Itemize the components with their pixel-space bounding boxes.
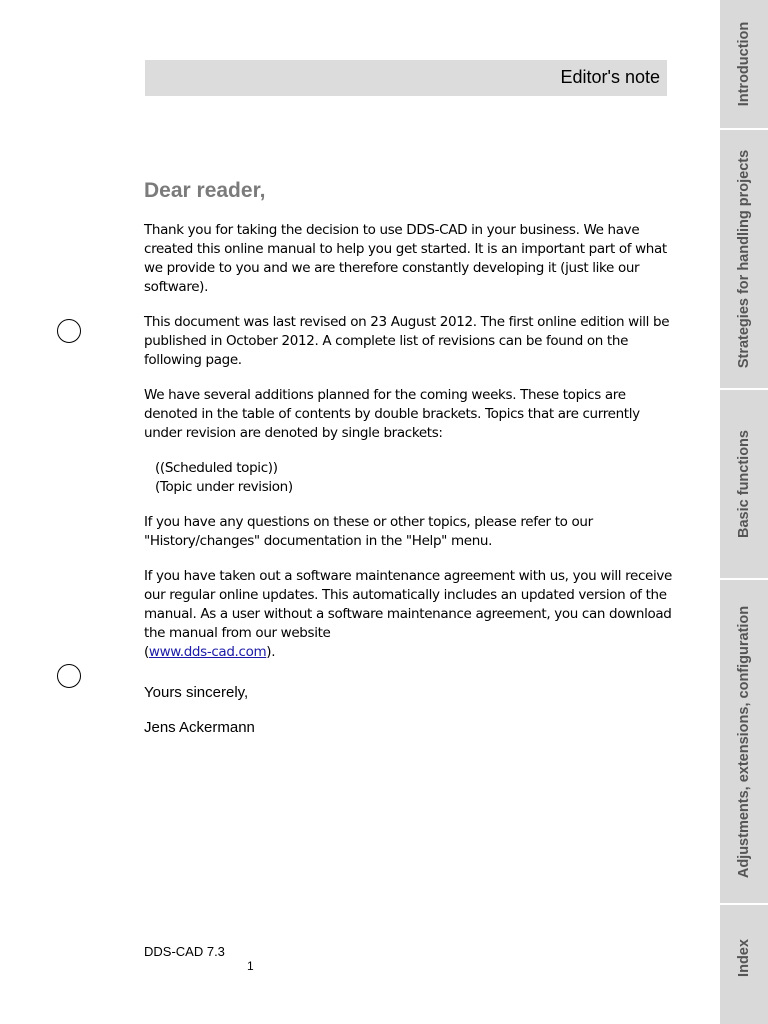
letter-closing: Yours sincerely,	[144, 684, 249, 701]
section-title: Editor's note	[560, 67, 660, 87]
tab-label: Strategies for handling projects	[736, 149, 752, 369]
tab-label: Adjustments, extensions, configuration	[736, 605, 752, 878]
paragraph-planned-additions: We have several additions planned for the coming weeks. These topics are denoted in the table of contents by double brackets. Topics that are currently under revision are denoted by single brackets:	[144, 387, 640, 441]
tab-adjustments[interactable]	[720, 580, 768, 905]
page-number: 1	[247, 959, 254, 973]
paragraph-questions: If you have any questions on these or other topics, please refer to our "History/changes" documentation in the "Help" menu.	[144, 514, 593, 549]
footer-product-name: DDS-CAD 7.3	[144, 944, 225, 959]
punch-hole-icon	[57, 664, 81, 688]
tab-strategies[interactable]	[720, 130, 768, 390]
example-scheduled-topic: ((Scheduled topic))	[155, 460, 278, 476]
letter-signature: Jens Ackermann	[144, 719, 255, 736]
section-header-bar	[145, 60, 667, 96]
paragraph-intro: Thank you for taking the decision to use DDS-CAD in your business. We have created this online manual to help you get started. It is an important part of what we provide to you and we are therefore constantly developing it (just like our software).	[144, 222, 667, 295]
tab-label: Index	[736, 938, 752, 977]
tab-label: Basic functions	[736, 430, 752, 538]
letter-greeting: Dear reader,	[144, 179, 266, 202]
chapter-tab-sidebar	[720, 0, 768, 1024]
website-link[interactable]: www.dds-cad.com	[148, 644, 267, 660]
example-topic-under-revision: (Topic under revision)	[155, 479, 293, 495]
paragraph-revision-date: This document was last revised on 23 August 2012. The first online edition will be published in October 2012. A complete list of revisions can be found on the following page.	[144, 314, 670, 368]
punch-hole-icon	[57, 319, 81, 343]
tab-label: Introduction	[736, 21, 752, 107]
letter-body	[144, 221, 672, 678]
link-open-paren: (	[144, 644, 149, 660]
tab-introduction[interactable]	[720, 0, 768, 130]
link-close-paren: ).	[266, 644, 276, 660]
paragraph-maintenance	[144, 567, 672, 662]
maintenance-text: If you have taken out a software maintenance agreement with us, you will receive our regular online updates. This automatically includes an updated version of the manual. As a user without a software maintenance agreement, you can download the manual from our website	[144, 568, 672, 641]
tab-index[interactable]	[720, 905, 768, 1010]
tab-basic-functions[interactable]	[720, 390, 768, 580]
